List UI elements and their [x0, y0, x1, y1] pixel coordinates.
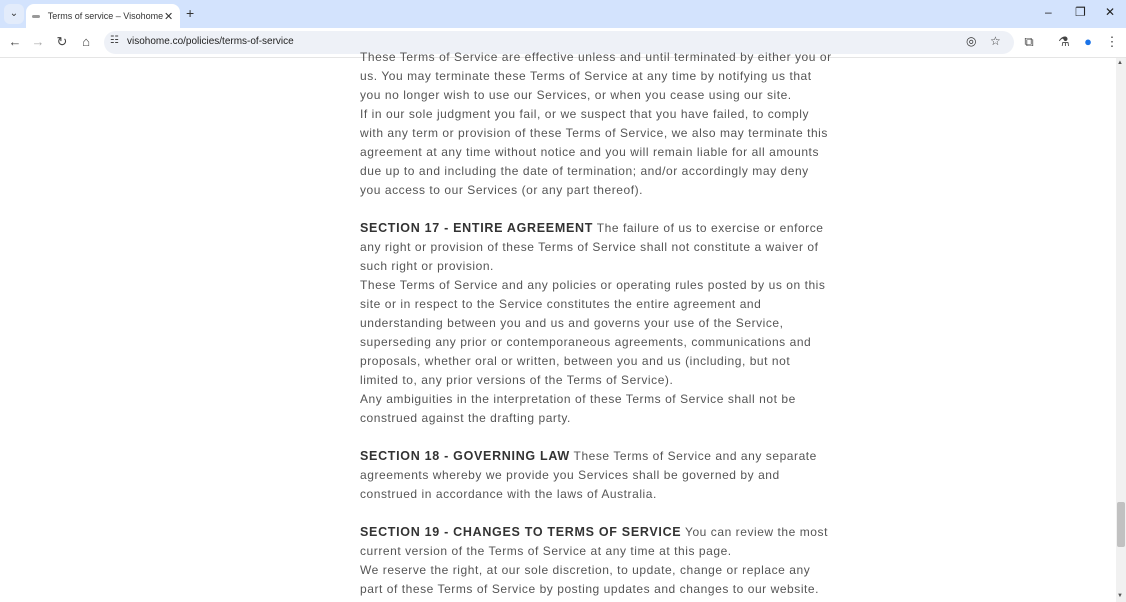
text-line [360, 257, 780, 276]
text-line [360, 181, 780, 200]
body-text: We reserve the right, at our sole discretion, to update, change or replace any [360, 562, 811, 577]
home-icon[interactable]: ⌂ [82, 34, 90, 49]
text-line [360, 295, 780, 314]
tab-strip [0, 0, 1126, 28]
text-line [360, 466, 780, 485]
body-text: current version of the Terms of Service at any time at this page. [360, 543, 732, 558]
text-line [360, 219, 824, 238]
text-line [360, 86, 792, 105]
site-info-icon[interactable]: ☷ [110, 35, 119, 46]
close-tab-icon[interactable]: ✕ [163, 10, 174, 23]
tab-title: Terms of service – Visohome [47, 11, 164, 21]
text-line [360, 143, 819, 162]
text-line [360, 390, 796, 409]
body-text: you access to our Services (or any part thereof). [360, 182, 644, 197]
profile-avatar-icon[interactable]: ● [1084, 34, 1092, 49]
text-line [360, 276, 826, 295]
extensions-icon[interactable]: ⧉ [1024, 34, 1034, 49]
labs-flask-icon[interactable]: ⚗ [1058, 34, 1070, 49]
body-text: such right or provision. [360, 258, 494, 273]
paragraph [360, 219, 826, 428]
vertical-scrollbar[interactable] [1116, 58, 1126, 602]
body-text: us. You may terminate these Terms of Service at any time by notifying us that [360, 68, 812, 83]
body-text: These Terms of Service and any policies or operating rules posted by us on this [360, 277, 826, 292]
paragraph [360, 523, 828, 599]
new-tab-plus-icon[interactable]: + [186, 5, 195, 21]
body-text: you no longer wish to use our Services, or when you cease using our site. [360, 87, 792, 102]
text-line [360, 485, 780, 504]
body-text: agreement at any time without notice and you will remain liable for all amounts [360, 144, 819, 159]
restore-icon[interactable]: ❐ [1075, 5, 1086, 19]
reload-icon[interactable]: ↻ [56, 34, 68, 49]
page-content [0, 49, 1116, 602]
paragraph [360, 447, 817, 504]
body-text: These Terms of Service are effective unless and until terminated by either you or [360, 49, 832, 64]
section-heading: SECTION 17 - ENTIRE AGREEMENT [360, 220, 594, 235]
minimize-icon[interactable]: – [1045, 5, 1052, 19]
section-heading: SECTION 18 - GOVERNING LAW [360, 448, 570, 463]
body-text: The failure of us to exercise or enforce [593, 220, 824, 235]
body-text: any right or provision of these Terms of Service shall not constitute a waiver of [360, 239, 819, 254]
text-line [360, 333, 812, 352]
text-line [360, 162, 809, 181]
text-line [360, 314, 784, 333]
text-line [360, 48, 832, 67]
body-text: limited to, any prior versions of the Terms of Service). [360, 372, 674, 387]
close-window-icon[interactable]: ✕ [1105, 5, 1116, 19]
scroll-down-arrow-icon[interactable]: ▼ [1117, 593, 1123, 599]
section-heading: SECTION 19 - CHANGES TO TERMS OF SERVICE [360, 524, 682, 539]
body-text: construed in accordance with the laws of Australia. [360, 486, 657, 501]
forward-icon[interactable]: → [31, 34, 45, 49]
body-text: due up to and including the date of termination; and/or accordingly may deny [360, 163, 809, 178]
bookmark-star-icon[interactable]: ☆ [990, 34, 1001, 48]
text-line [360, 580, 820, 599]
body-text: understanding between you and us and governs your use of the Service, [360, 315, 784, 330]
body-text: These Terms of Service and any separate [569, 448, 817, 463]
tab-terms-of-service[interactable] [26, 4, 180, 28]
text-line [360, 523, 828, 542]
text-line [360, 124, 828, 143]
body-text: part of these Terms of Service by posting updates and changes to our website. [360, 581, 820, 596]
text-line [360, 447, 817, 466]
body-text: Any ambiguities in the interpretation of these Terms of Service shall not be [360, 391, 796, 406]
url-text[interactable]: visohome.co/policies/terms-of-service [127, 36, 294, 47]
body-text: agreements whereby we provide you Services shall be governed by and [360, 467, 780, 482]
text-line [360, 542, 780, 561]
text-line [360, 67, 812, 86]
body-text: You can review the most [681, 524, 828, 539]
eye-off-icon[interactable]: ◎ [966, 34, 977, 48]
body-text: superseding any prior or contemporaneous agreements, communications and [360, 334, 812, 349]
body-text: If in our sole judgment you fail, or we suspect that you have failed, to comply [360, 106, 809, 121]
text-line [360, 371, 780, 390]
body-text: construed against the drafting party. [360, 410, 571, 425]
text-line [360, 238, 819, 257]
back-icon[interactable]: ← [8, 34, 22, 49]
body-text: proposals, whether oral or written, between you and us (including, but not [360, 353, 791, 368]
tab-search-chevron-icon[interactable]: ⌄ [4, 4, 24, 24]
text-line [360, 409, 780, 428]
paragraph [360, 48, 832, 200]
text-line [360, 561, 811, 580]
text-line [360, 105, 809, 124]
body-text: with any term or provision of these Terms of Service, we also may terminate this [360, 125, 828, 140]
scroll-up-arrow-icon[interactable]: ▲ [1117, 60, 1123, 66]
favicon-icon [32, 15, 40, 18]
text-line [360, 352, 791, 371]
terms-text [360, 48, 832, 599]
body-text: site or in respect to the Service constitutes the entire agreement and [360, 296, 762, 311]
menu-kebab-icon[interactable]: ⋮ [1105, 34, 1119, 49]
scrollbar-thumb[interactable] [1117, 502, 1125, 547]
